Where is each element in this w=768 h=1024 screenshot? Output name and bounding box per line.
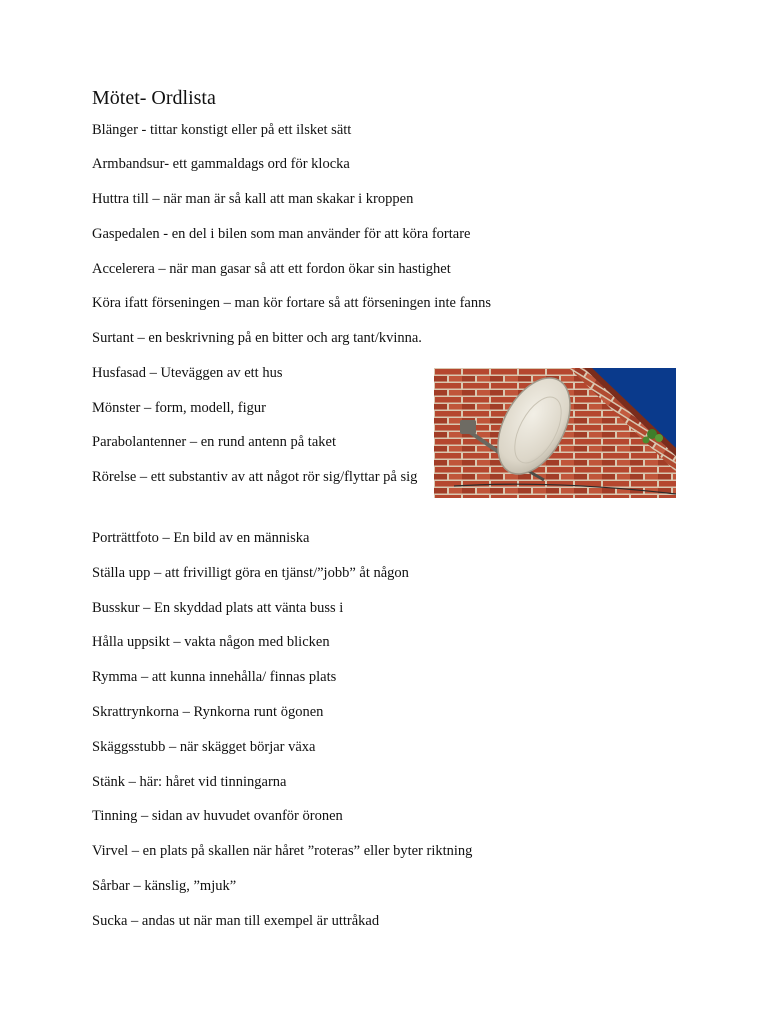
glossary-entry-sarbar: Sårbar – känslig, ”mjuk” [92, 878, 237, 894]
glossary-entry-blanger: Blänger - tittar konstigt eller på ett ilsket sätt [92, 122, 352, 138]
glossary-entry-gaspedalen: Gaspedalen - en del i bilen som man använder för att köra fortare [92, 226, 471, 242]
glossary-entry-stalla-upp: Ställa upp – att frivilligt göra en tjänst/”jobb” åt någon [92, 565, 409, 581]
glossary-entry-tinning: Tinning – sidan av huvudet ovanför öronen [92, 808, 343, 824]
glossary-entry-portrattfoto: Porträttfoto – En bild av en människa [92, 530, 310, 546]
glossary-entry-skaggsstubb: Skäggsstubb – när skägget börjar växa [92, 739, 316, 755]
glossary-entry-rorelse: Rörelse – ett substantiv av att något rör sig/flyttar på sig [92, 469, 418, 485]
glossary-entry-sucka: Sucka – andas ut när man till exempel är uttråkad [92, 913, 380, 929]
glossary-entry-skrattrynkorna: Skrattrynkorna – Rynkorna runt ögonen [92, 704, 324, 720]
glossary-entry-surtant: Surtant – en beskrivning på en bitter och arg tant/kvinna. [92, 330, 422, 346]
glossary-entry-accelerera: Accelerera – när man gasar så att ett fordon ökar sin hastighet [92, 261, 451, 277]
glossary-entry-kora-ifatt: Köra ifatt förseningen – man kör fortare så att förseningen inte fanns [92, 295, 492, 311]
glossary-entry-huttra-till: Huttra till – när man är så kall att man skakar i kroppen [92, 191, 414, 207]
satellite-dish-on-brick-wall-photo-icon [434, 368, 676, 498]
glossary-entry-husfasad: Husfasad – Uteväggen av ett hus [92, 365, 283, 381]
glossary-entry-stank: Stänk – här: håret vid tinningarna [92, 774, 287, 790]
glossary-entry-rymma: Rymma – att kunna innehålla/ finnas plats [92, 669, 337, 685]
glossary-entry-virvel: Virvel – en plats på skallen när håret ”roteras” eller byter riktning [92, 843, 473, 859]
glossary-entry-busskur: Busskur – En skyddad plats att vänta buss i [92, 600, 344, 616]
glossary-entry-armbandsur: Armbandsur- ett gammaldags ord för klocka [92, 156, 350, 172]
satellite-dish-photo [434, 368, 676, 498]
glossary-entry-monster: Mönster – form, modell, figur [92, 400, 266, 416]
document-title: Mötet- Ordlista [92, 87, 216, 109]
glossary-entry-halla-uppsikt: Hålla uppsikt – vakta någon med blicken [92, 634, 330, 650]
glossary-entry-parabolantenner: Parabolantenner – en rund antenn på taket [92, 434, 336, 450]
